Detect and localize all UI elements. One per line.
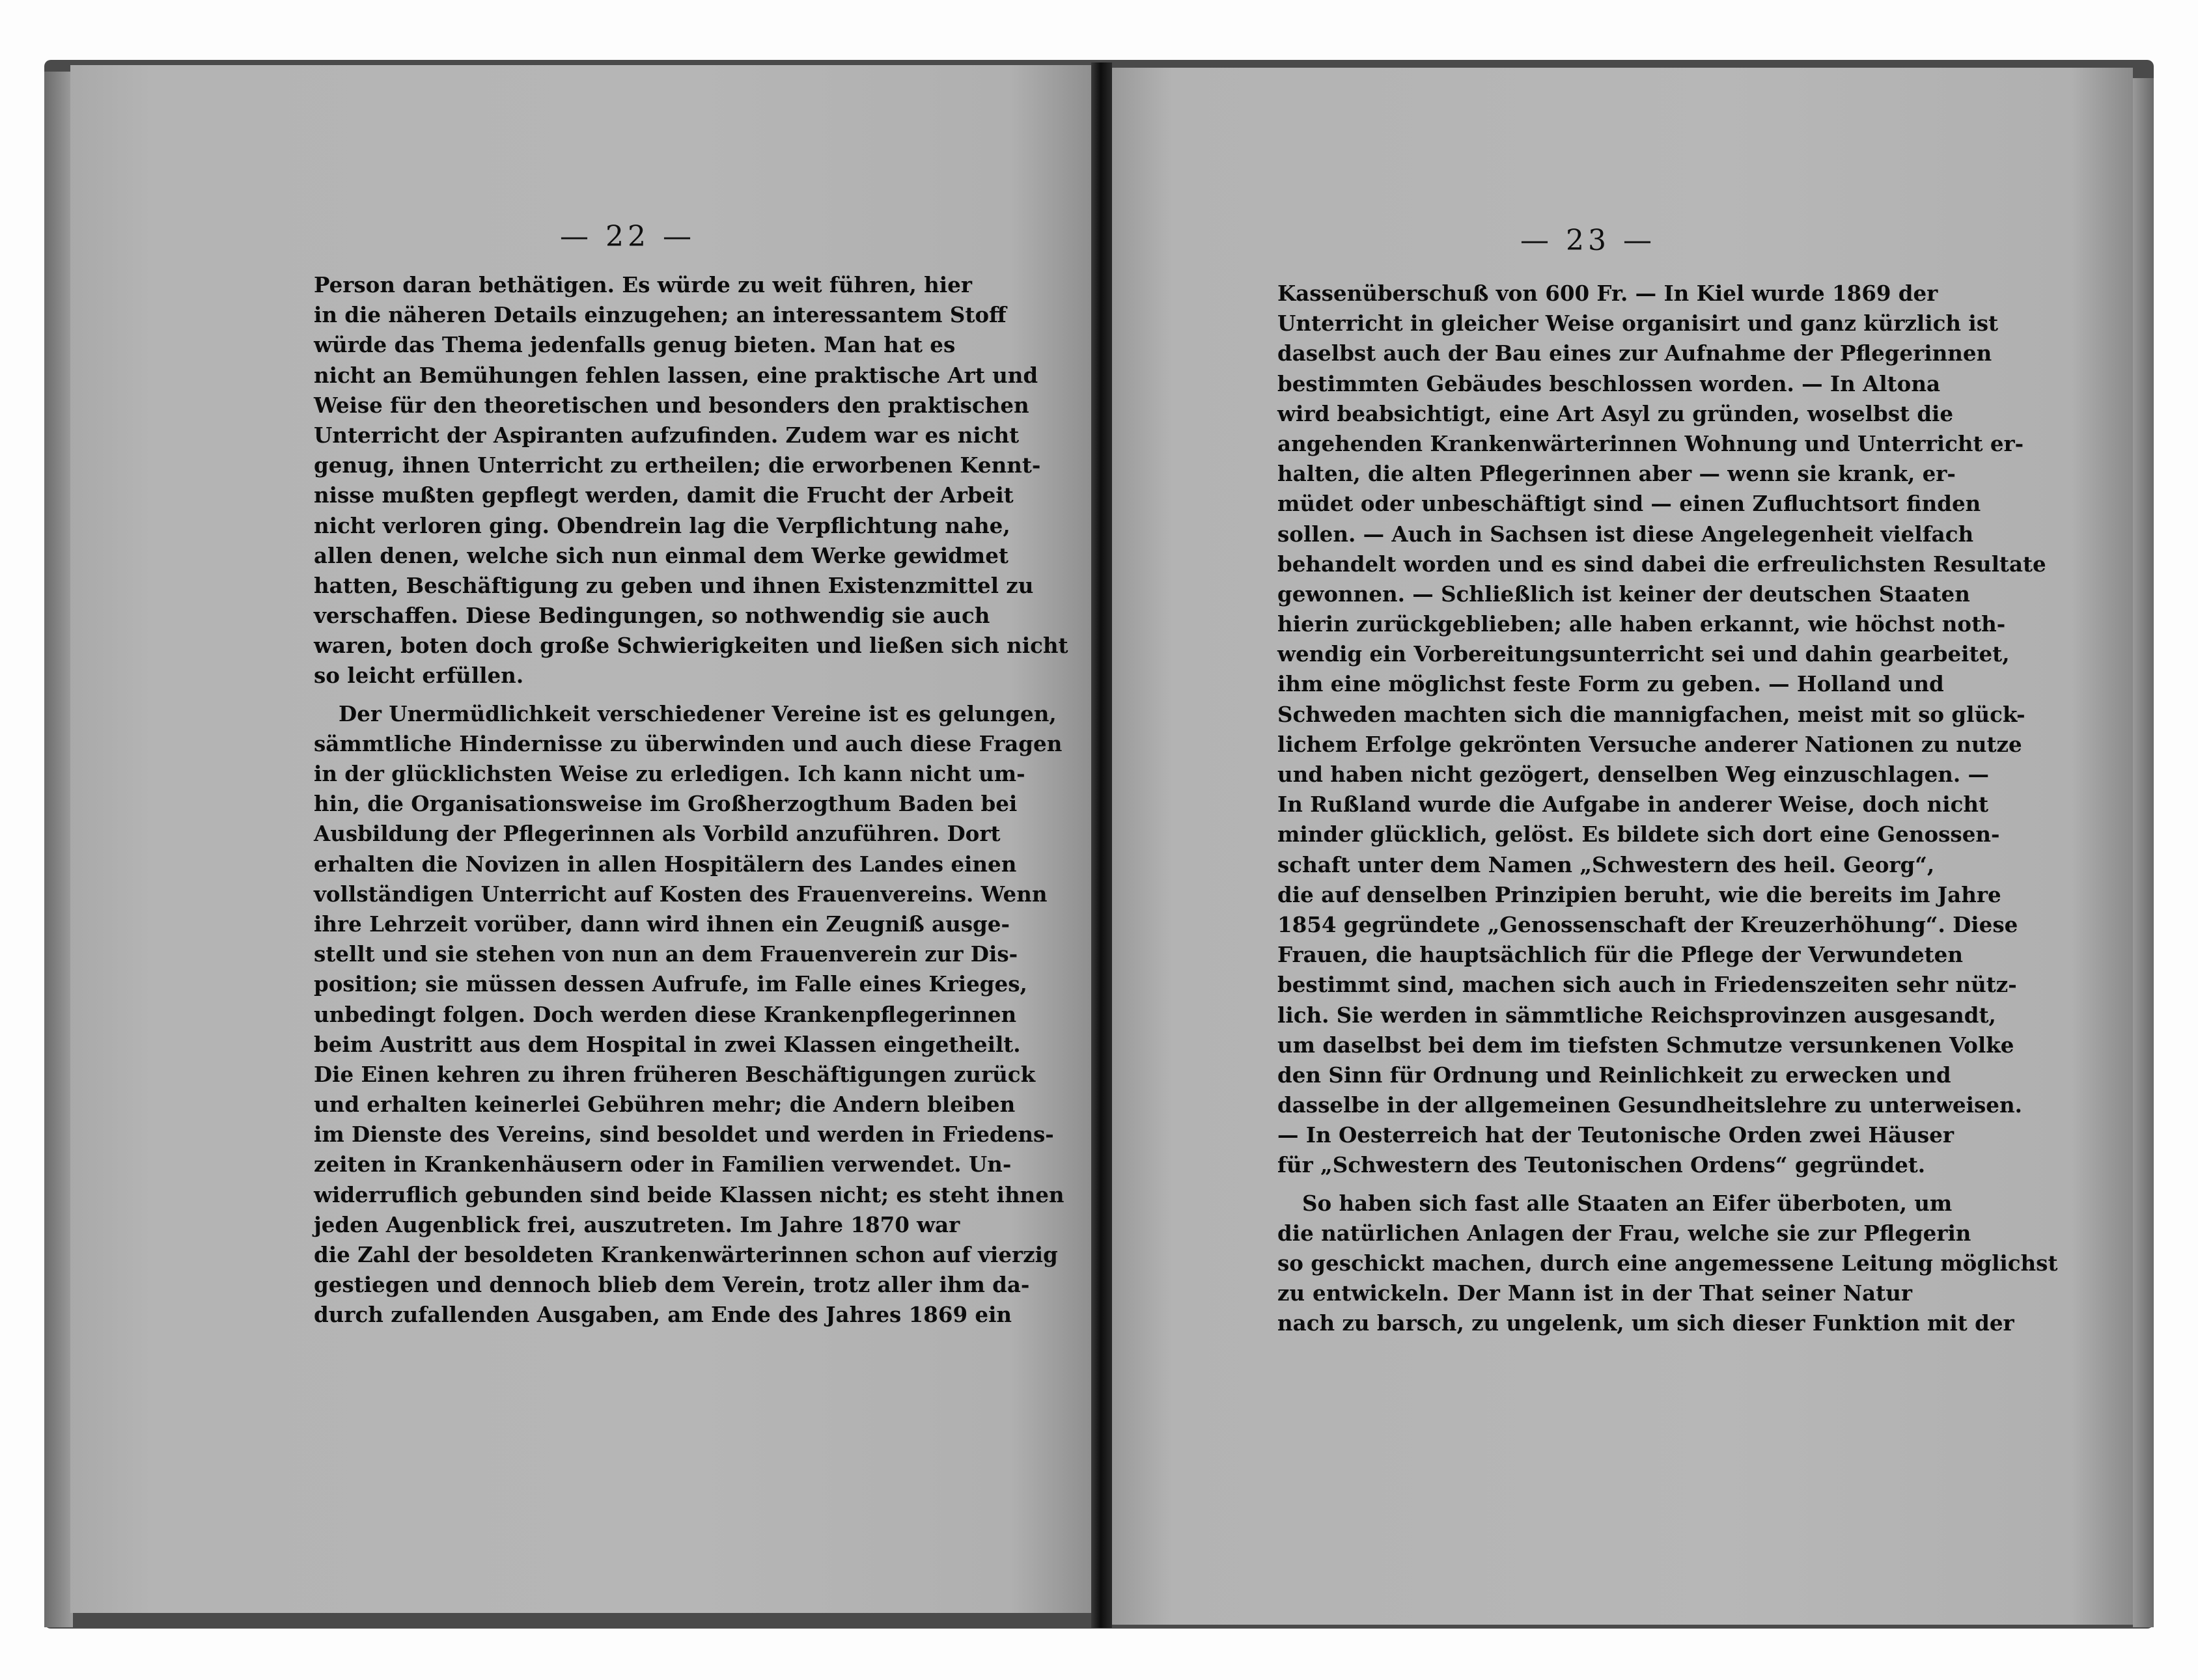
text-line: bestimmt sind, machen sich auch in Friedenszeiten sehr nütz- [1277, 972, 2017, 998]
text-line: Kassenüberschuß von 600 Fr. — In Kiel wurde 1869 der [1277, 281, 1938, 306]
text-line: Unterricht der Aspiranten aufzufinden. Zudem war es nicht [314, 422, 1020, 448]
text-line: in der glücklichsten Weise zu erledigen. Ich kann nicht um- [314, 761, 1025, 786]
text-line: allen denen, welche sich nun einmal dem Werke gewidmet [314, 542, 1009, 568]
text-line: dasselbe in der allgemeinen Gesundheitslehre zu unterweisen. [1277, 1092, 2022, 1118]
paragraph-gap [314, 691, 949, 699]
text-line: erhalten die Novizen in allen Hospitälern des Landes einen [314, 851, 1017, 877]
text-line: gewonnen. — Schließlich ist keiner der deutschen Staaten [1277, 581, 1970, 607]
text-line: verschaffen. Diese Bedingungen, so nothwendig sie auch [314, 603, 990, 629]
text-line: sämmtliche Hindernisse zu überwinden und auch diese Fragen [314, 730, 1063, 756]
text-line: so leicht erfüllen. [314, 663, 524, 689]
text-line: Weise für den theoretischen und besonders den praktischen [314, 392, 1029, 418]
text-line: nicht verloren ging. Obendrein lag die Verpflichtung nahe, [314, 512, 1010, 538]
text-line: jeden Augenblick frei, auszutreten. Im Jahre 1870 war [314, 1211, 960, 1237]
text-line: minder glücklich, gelöst. Es bildete sich dort eine Genossen- [1277, 821, 2000, 847]
text-line: halten, die alten Pflegerinnen aber — wenn sie krank, er- [1277, 461, 1956, 487]
left-page-text [314, 270, 1068, 1330]
text-line: den Sinn für Ordnung und Reinlichkeit zu erwecken und [1277, 1062, 1951, 1088]
text-line: in die näheren Details einzugehen; an interessantem Stoff [314, 302, 1007, 328]
text-line: stellt und sie stehen von nun an dem Frauenverein zur Dis- [314, 941, 1018, 967]
text-line: gestiegen und dennoch blieb dem Verein, trotz aller ihm da- [314, 1272, 1030, 1298]
text-line: behandelt worden und es sind dabei die erfreulichsten Resultate [1277, 551, 2046, 577]
text-line: vollständigen Unterricht auf Kosten des Frauenvereins. Wenn [314, 881, 1048, 907]
text-line: hierin zurückgeblieben; alle haben erkannt, wie höchst noth- [1277, 611, 2006, 637]
text-line: Die Einen kehren zu ihren früheren Beschäftigungen zurück [314, 1061, 1036, 1087]
text-line: die natürlichen Anlagen der Frau, welche sie zur Pflegerin [1277, 1220, 1971, 1246]
text-line: so geschickt machen, durch eine angemessene Leitung möglichst [1277, 1250, 2058, 1276]
text-line: und haben nicht gezögert, denselben Weg einzuschlagen. — [1277, 762, 1990, 787]
text-line: Frauen, die hauptsächlich für die Pflege der Verwundeten [1277, 942, 1963, 968]
text-line: daselbst auch der Bau eines zur Aufnahme der Pflegerinnen [1277, 340, 1992, 366]
text-line: die Zahl der besoldeten Krankenwärterinnen schon auf vierzig [314, 1242, 1058, 1267]
text-line: die auf denselben Prinzipien beruht, wie die bereits im Jahre [1277, 881, 2001, 907]
text-line: genug, ihnen Unterricht zu ertheilen; die erworbenen Kennt- [314, 452, 1041, 478]
text-line: sollen. — Auch in Sachsen ist diese Angelegenheit vielfach [1277, 521, 1974, 547]
text-line: lichem Erfolge gekrönten Versuche anderer Nationen zu nutze [1277, 731, 2022, 757]
left-page-number: — 22 — [560, 220, 695, 253]
text-line: hatten, Beschäftigung zu geben und ihnen Existenzmittel zu [314, 572, 1034, 598]
text-line: Der Unermüdlichkeit verschiedener Vereine ist es gelungen, [339, 700, 1057, 726]
text-line: Ausbildung der Pflegerinnen als Vorbild anzuführen. Dort [314, 821, 1001, 847]
book-gutter [1091, 62, 1112, 1628]
text-line: position; sie müssen dessen Aufrufe, im Falle eines Krieges, [314, 971, 1027, 997]
text-line: schaft unter dem Namen „Schwestern des heil. Georg“, [1277, 851, 1935, 877]
book-left-edge [44, 72, 73, 1627]
text-line: und erhalten keinerlei Gebühren mehr; die Andern bleiben [314, 1092, 1016, 1118]
text-line: nicht an Bemühungen fehlen lassen, eine praktische Art und [314, 362, 1038, 388]
text-line: zeiten in Krankenhäusern oder in Familien verwendet. Un- [314, 1151, 1012, 1177]
paragraph-gap [1277, 1181, 1912, 1189]
text-line: ihm eine möglichst feste Form zu geben. — Holland und [1277, 671, 1944, 697]
book-right-edge [2133, 78, 2154, 1627]
text-line: 1854 gegründete „Genossenschaft der Kreuzerhöhung“. Diese [1277, 911, 2018, 937]
text-line: unbedingt folgen. Doch werden diese Krankenpflegerinnen [314, 1001, 1017, 1027]
text-line: lich. Sie werden in sämmtliche Reichsprovinzen ausgesandt, [1277, 1002, 1996, 1028]
text-line: müdet oder unbeschäftigt sind — einen Zufluchtsort finden [1277, 491, 1981, 517]
text-line: Schweden machten sich die mannigfachen, meist mit so glück- [1277, 701, 2025, 727]
text-line: würde das Thema jedenfalls genug bieten. Man hat es [314, 332, 956, 358]
text-line: Unterricht in gleicher Weise organisirt und ganz kürzlich ist [1277, 310, 1999, 337]
text-line: So haben sich fast alle Staaten an Eifer überboten, um [1302, 1190, 1953, 1216]
right-page-number: — 23 — [1520, 224, 1656, 257]
text-line: bestimmten Gebäudes beschlossen worden. — In Altona [1277, 370, 1941, 396]
text-line: durch zufallenden Ausgaben, am Ende des Jahres 1869 ein [314, 1302, 1012, 1328]
text-line: für „Schwestern des Teutonischen Ordens“ gegründet. [1277, 1152, 1926, 1178]
text-line: hin, die Organisationsweise im Großherzogthum Baden bei [314, 791, 1018, 817]
text-line: In Rußland wurde die Aufgabe in anderer Weise, doch nicht [1277, 792, 1989, 818]
text-line: angehenden Krankenwärterinnen Wohnung und Unterricht er- [1277, 430, 2024, 456]
text-line: widerruflich gebunden sind beide Klassen nicht; es steht ihnen [314, 1181, 1064, 1207]
text-line: Person daran bethätigen. Es würde zu weit führen, hier [314, 272, 972, 297]
text-line: im Dienste des Vereins, sind besoldet und werden in Friedens- [314, 1122, 1054, 1148]
text-line: nisse mußten gepflegt werden, damit die Frucht der Arbeit [314, 482, 1014, 508]
text-line: wendig ein Vorbereitungsunterricht sei und dahin gearbeitet, [1277, 641, 2010, 667]
text-line: nach zu barsch, zu ungelenk, um sich dieser Funktion mit der [1277, 1310, 2014, 1336]
right-page-text [1277, 279, 2058, 1339]
text-line: zu entwickeln. Der Mann ist in der That seiner Natur [1277, 1280, 1912, 1306]
text-line: um daselbst bei dem im tiefsten Schmutze versunkenen Volke [1277, 1032, 2014, 1058]
text-line: wird beabsichtigt, eine Art Asyl zu gründen, woselbst die [1277, 400, 1954, 426]
text-line: beim Austritt aus dem Hospital in zwei Klassen eingetheilt. [314, 1031, 1021, 1057]
text-line: ihre Lehrzeit vorüber, dann wird ihnen ein Zeugniß ausge- [314, 911, 1010, 937]
text-line: waren, boten doch große Schwierigkeiten und ließen sich nicht [314, 633, 1068, 659]
text-line: — In Oesterreich hat der Teutonische Orden zwei Häuser [1277, 1122, 1954, 1148]
